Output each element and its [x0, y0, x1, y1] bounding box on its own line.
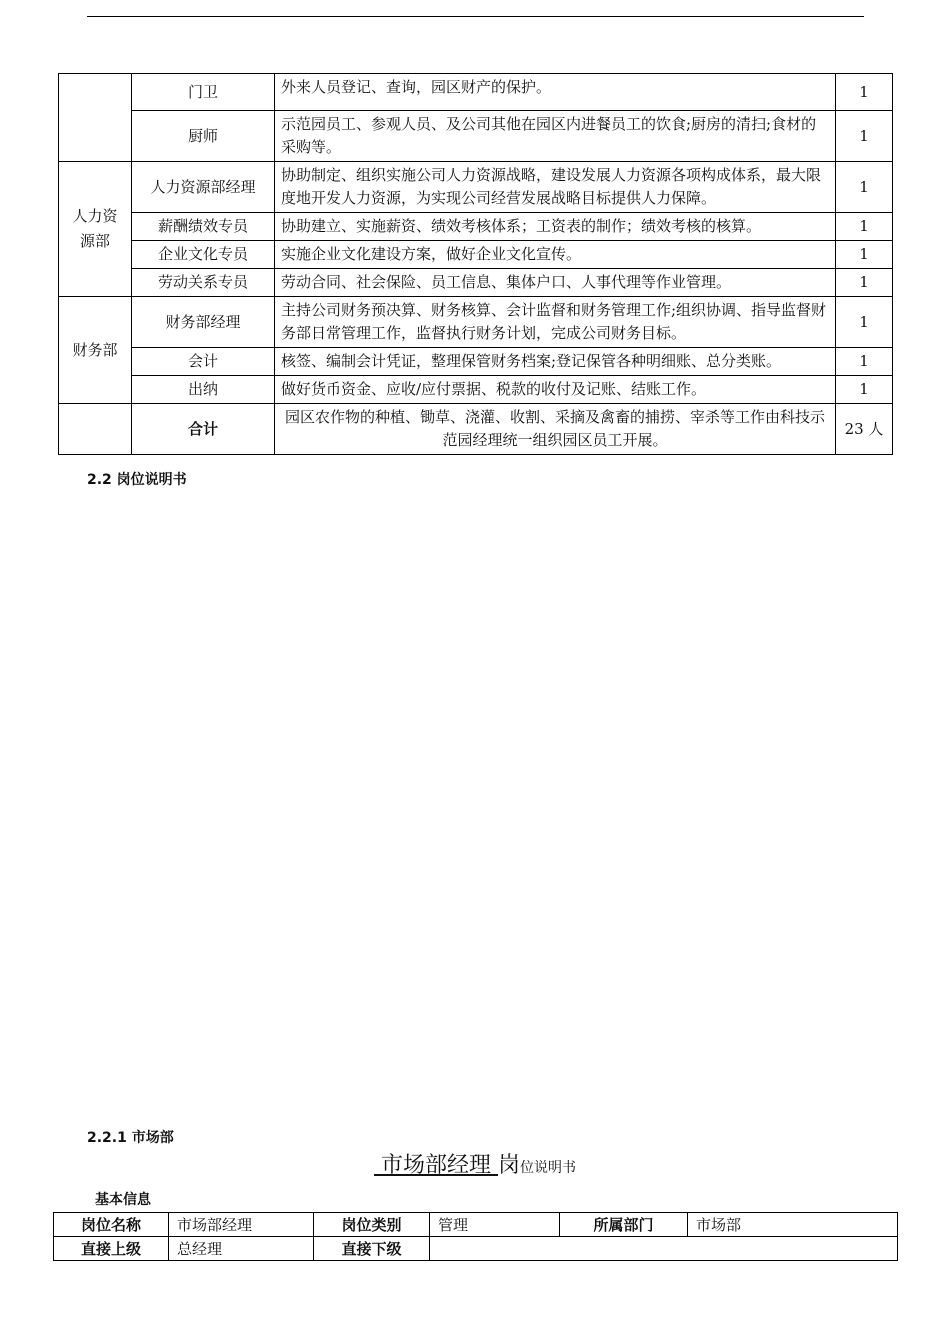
duty-cell: 核签、编制会计凭证，整理保管财务档案;登记保管各种明细账、总分类账。 [275, 348, 836, 376]
duty-cell: 外来人员登记、查询，园区财产的保护。 [275, 74, 836, 111]
total-count: 23 人 [836, 404, 893, 455]
dept-label: 人力资源部 [72, 207, 118, 250]
value-direct-subordinate [430, 1237, 898, 1261]
value-position-name: 市场部经理 [169, 1213, 314, 1237]
position-cell: 厨师 [132, 111, 275, 162]
dept-cell-empty [59, 404, 132, 455]
dept-cell [59, 74, 132, 162]
label-direct-superior: 直接上级 [54, 1237, 169, 1261]
title-part2: 岗 [498, 1153, 521, 1178]
value-department: 市场部 [688, 1213, 898, 1237]
dept-cell-hr [59, 162, 132, 297]
table-row [59, 213, 893, 241]
count-cell: 1 [836, 111, 893, 162]
label-position-name: 岗位名称 [54, 1213, 169, 1237]
duty-cell: 劳动合同、社会保险、员工信息、集体户口、人事代理等作业管理。 [275, 269, 836, 297]
value-position-category: 管理 [430, 1213, 560, 1237]
count-cell: 1 [836, 348, 893, 376]
duty-cell: 主持公司财务预决算、财务核算、会计监督和财务管理工作;组织协调、指导监督财务部日常管理工作，监督执行财务计划，完成公司财务目标。 [275, 297, 836, 348]
count-cell: 1 [836, 213, 893, 241]
table-row [54, 1213, 898, 1237]
duty-cell: 实施企业文化建设方案，做好企业文化宣传。 [275, 241, 836, 269]
basic-info-heading: 基本信息 [95, 1192, 151, 1208]
title-part1: 市场部经理 [380, 1153, 491, 1178]
section-heading-2-2-1: 2.2.1 市场部 [87, 1130, 174, 1146]
value-direct-superior: 总经理 [169, 1237, 314, 1261]
dept-cell: 财务部 [59, 297, 132, 404]
table-row [59, 297, 893, 348]
table-row [54, 1237, 898, 1261]
label-direct-subordinate: 直接下级 [314, 1237, 430, 1261]
count-cell: 1 [836, 376, 893, 404]
position-cell: 出纳 [132, 376, 275, 404]
duty-cell: 做好货币资金、应收/应付票据、税款的收付及记账、结账工作。 [275, 376, 836, 404]
table-row-total [59, 404, 893, 455]
count-cell: 1 [836, 297, 893, 348]
count-cell: 1 [836, 162, 893, 213]
position-cell: 门卫 [132, 74, 275, 111]
table-row [59, 269, 893, 297]
basic-info-table [53, 1212, 898, 1261]
position-cell: 会计 [132, 348, 275, 376]
position-cell: 企业文化专员 [132, 241, 275, 269]
table-row [59, 162, 893, 213]
total-duty: 园区农作物的种植、锄草、浇灌、收割、采摘及禽畜的捕捞、宰杀等工作由科技示范园经理统一组织园区员工开展。 [275, 404, 836, 455]
duty-cell: 协助制定、组织实施公司人力资源战略，建设发展人力资源各项构成体系，最大限度地开发人力资源，为实现公司经营发展战略目标提供人力保障。 [275, 162, 836, 213]
count-cell: 1 [836, 74, 893, 111]
duty-cell: 协助建立、实施薪资、绩效考核体系；工资表的制作；绩效考核的核算。 [275, 213, 836, 241]
table-row [59, 241, 893, 269]
count-cell: 1 [836, 241, 893, 269]
position-cell: 人力资源部经理 [132, 162, 275, 213]
table-row [59, 348, 893, 376]
table-row [59, 74, 893, 111]
label-department: 所属部门 [560, 1213, 688, 1237]
duty-cell: 示范园员工、参观人员、及公司其他在园区内进餐员工的饮食;厨房的清扫;食材的采购等。 [275, 111, 836, 162]
document-title [0, 1148, 950, 1179]
table-row [59, 111, 893, 162]
title-part3: 位说明书 [520, 1160, 577, 1176]
position-cell: 薪酬绩效专员 [132, 213, 275, 241]
position-cell: 劳动关系专员 [132, 269, 275, 297]
section-heading-2-2: 2.2 岗位说明书 [87, 472, 187, 488]
count-cell: 1 [836, 269, 893, 297]
staffing-table [58, 73, 893, 455]
label-position-category: 岗位类别 [314, 1213, 430, 1237]
header-rule [87, 16, 864, 17]
table-row [59, 376, 893, 404]
position-cell: 财务部经理 [132, 297, 275, 348]
total-label: 合计 [132, 404, 275, 455]
title-position-name [374, 1153, 498, 1178]
